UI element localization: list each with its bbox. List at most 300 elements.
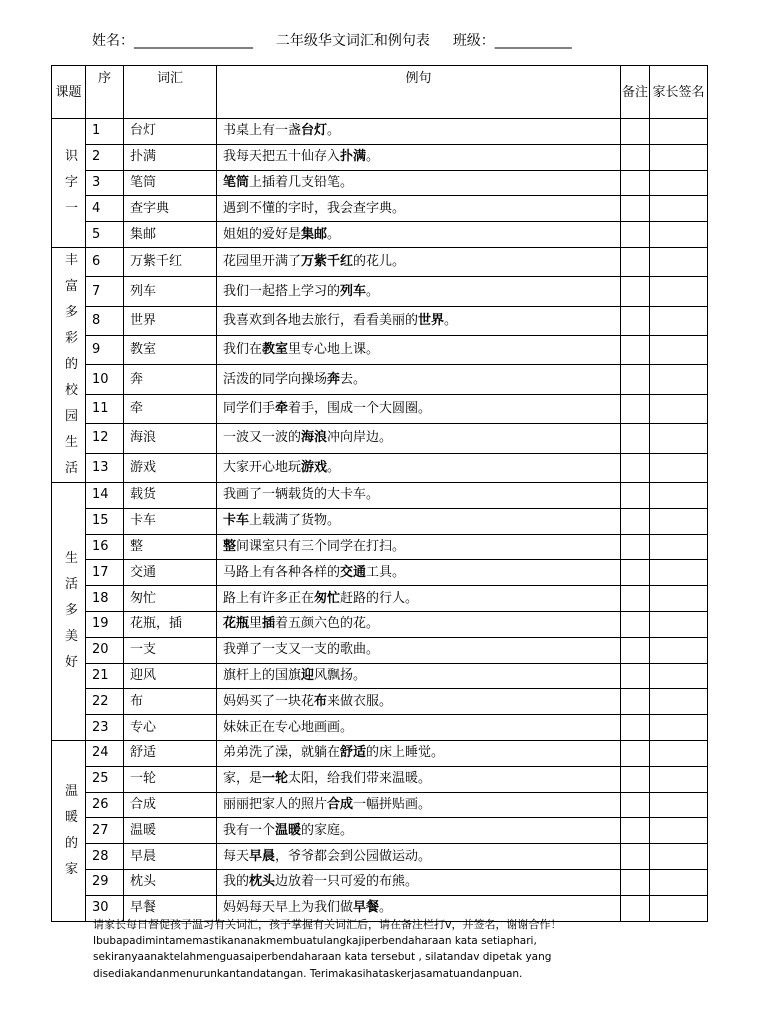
remark-checkbox-cell[interactable]: [621, 277, 650, 306]
parent-signature-cell[interactable]: [650, 196, 708, 222]
remark-checkbox-cell[interactable]: [621, 508, 650, 534]
sentence-highlight: 牵: [275, 401, 289, 417]
row-number: 6: [86, 247, 124, 276]
sentence-text: 弟弟洗了澡，就躺在: [223, 745, 341, 761]
example-sentence: [217, 508, 621, 534]
parent-signature-cell[interactable]: [650, 689, 708, 715]
table-row: [52, 119, 708, 145]
vocab-word: 牵: [124, 394, 217, 423]
lesson-title-cell: [52, 740, 86, 921]
row-number: 5: [86, 222, 124, 248]
vocab-word: 扑满: [124, 144, 217, 170]
sentence-text: 着五颜六色的花。: [275, 616, 380, 632]
vocab-word: 查字典: [124, 196, 217, 222]
document-header: [92, 30, 572, 50]
row-number: 8: [86, 306, 124, 335]
parent-signature-cell[interactable]: [650, 560, 708, 586]
vocab-word: 布: [124, 689, 217, 715]
remark-checkbox-cell[interactable]: [621, 306, 650, 335]
sentence-text: 风飘扬。: [314, 667, 367, 683]
table-row: [52, 482, 708, 508]
sentence-text: 着手，围成一个大圆圈。: [288, 401, 432, 417]
row-number: 30: [86, 895, 124, 921]
row-number: 22: [86, 689, 124, 715]
vocab-word: 枕头: [124, 869, 217, 895]
sentence-text: 妈妈买了一块花: [223, 693, 315, 709]
remark-checkbox-cell[interactable]: [621, 336, 650, 365]
remark-checkbox-cell[interactable]: [621, 394, 650, 423]
remark-checkbox-cell[interactable]: [621, 482, 650, 508]
remark-checkbox-cell[interactable]: [621, 586, 650, 612]
footer-chinese: 请家长每日督促孩子温习有关词汇，孩子掌握有关词汇后，请在备注栏打v，并签名，谢谢合作！: [93, 918, 562, 931]
remark-checkbox-cell[interactable]: [621, 792, 650, 818]
vocab-word: 游戏: [124, 453, 217, 482]
table-row: [52, 869, 708, 895]
example-sentence: [217, 336, 621, 365]
sentence-text: 丽丽把家人的照片: [223, 796, 328, 812]
example-sentence: [217, 637, 621, 663]
sentence-text: 同学们手: [223, 401, 276, 417]
lesson-title-char: 美: [64, 629, 78, 645]
table-row: [52, 689, 708, 715]
class-field-label: 班级：___________: [452, 33, 572, 49]
table-row: [52, 663, 708, 689]
sentence-text: 去。: [340, 371, 367, 387]
sentence-highlight: 集邮: [301, 226, 328, 242]
parent-signature-cell[interactable]: [650, 611, 708, 637]
parent-signature-cell[interactable]: [650, 844, 708, 870]
example-sentence: [217, 766, 621, 792]
parent-signature-cell[interactable]: [650, 482, 708, 508]
vocab-word: 舒适: [124, 740, 217, 766]
sentence-text: 。: [366, 149, 380, 165]
parent-signature-cell[interactable]: [650, 424, 708, 453]
table-row: [52, 792, 708, 818]
sentence-text: 工具。: [366, 564, 406, 580]
remark-checkbox-cell[interactable]: [621, 424, 650, 453]
sentence-highlight: 世界: [418, 312, 445, 328]
lesson-title-char: 暖: [64, 809, 78, 825]
parent-signature-cell[interactable]: [650, 365, 708, 394]
row-number: 17: [86, 560, 124, 586]
table-row: [52, 453, 708, 482]
sentence-text: 。: [379, 900, 393, 916]
sentence-highlight: 列车: [340, 283, 367, 299]
table-row: [52, 844, 708, 870]
example-sentence: [217, 144, 621, 170]
sentence-text: 里专心地上课。: [288, 342, 380, 358]
vocab-word: 一轮: [124, 766, 217, 792]
lesson-title-cell: [52, 247, 86, 482]
table-row: [52, 586, 708, 612]
sentence-text: 来做衣服。: [327, 693, 393, 709]
table-row: [52, 170, 708, 196]
remark-checkbox-cell[interactable]: [621, 818, 650, 844]
table-body: [52, 119, 708, 922]
parent-signature-cell[interactable]: [650, 715, 708, 741]
sentence-text: 书桌上有一盏: [223, 123, 302, 139]
sentence-text: 的花儿。: [353, 254, 406, 270]
sentence-highlight: 卡车: [223, 513, 250, 529]
sentence-text: 姐姐的爱好是: [223, 226, 302, 242]
table-row: [52, 766, 708, 792]
row-number: 1: [86, 119, 124, 145]
lesson-title-char: 温: [64, 783, 78, 799]
lesson-title-char: 丰: [64, 252, 78, 268]
lesson-title-char: 多: [64, 603, 78, 619]
sentence-text: 我们在: [223, 342, 263, 358]
remark-checkbox-cell[interactable]: [621, 663, 650, 689]
vocab-word: 花瓶，插: [124, 611, 217, 637]
sentence-text: 。: [366, 283, 380, 299]
parent-signature-cell[interactable]: [650, 586, 708, 612]
sentence-highlight: 扑满: [340, 149, 367, 165]
lesson-title-char: 彩: [64, 330, 78, 346]
header-sentence: 例句: [217, 66, 621, 119]
sentence-text: 太阳，给我们带来温暖。: [288, 771, 432, 787]
sentence-highlight: 迎: [301, 667, 315, 683]
row-number: 29: [86, 869, 124, 895]
sentence-text: 我们一起搭上学习的: [223, 283, 341, 299]
remark-checkbox-cell[interactable]: [621, 365, 650, 394]
row-number: 16: [86, 534, 124, 560]
sentence-text: 我喜欢到各地去旅行，看看美丽的: [223, 312, 419, 328]
example-sentence: [217, 689, 621, 715]
sentence-highlight: 一轮: [262, 771, 289, 787]
vocab-word: 专心: [124, 715, 217, 741]
parent-signature-cell[interactable]: [650, 394, 708, 423]
example-sentence: [217, 453, 621, 482]
sentence-text: 每天: [223, 848, 250, 864]
example-sentence: [217, 365, 621, 394]
vocab-word: 迎风: [124, 663, 217, 689]
lesson-title-char: 识: [64, 148, 78, 164]
vocab-word: 世界: [124, 306, 217, 335]
sentence-highlight: 万紫千红: [301, 254, 354, 270]
table-row: [52, 222, 708, 248]
parent-signature-cell[interactable]: [650, 247, 708, 276]
sentence-highlight: 布: [314, 693, 328, 709]
vocab-word: 台灯: [124, 119, 217, 145]
footer-malay: Ibubapadimintamemastikananakmembuatulangkajiperbendaharaan kata setiaphari, sekiranyaanaktelahmenguasaiperbendaharaan kata tersebut , silatandav dipetak yang disediakandanmenurunkantandatangan. Terimakasihataskerjasamatuandanpuan.: [93, 934, 552, 980]
parent-signature-cell[interactable]: [650, 144, 708, 170]
table-row: [52, 247, 708, 276]
sentence-highlight: 早晨: [249, 848, 276, 864]
table-row: [52, 534, 708, 560]
example-sentence: [217, 424, 621, 453]
vocab-word: 载货: [124, 482, 217, 508]
sentence-highlight: 花瓶: [223, 616, 250, 632]
example-sentence: [217, 277, 621, 306]
sentence-highlight: 教室: [262, 342, 289, 358]
example-sentence: [217, 560, 621, 586]
document-title: 二年级华文词汇和例句表: [275, 33, 430, 49]
remark-checkbox-cell[interactable]: [621, 170, 650, 196]
example-sentence: [217, 306, 621, 335]
table-row: [52, 365, 708, 394]
sentence-highlight: 合成: [327, 796, 354, 812]
vocab-word: 海浪: [124, 424, 217, 453]
name-field-label: 姓名：_________________: [92, 33, 253, 49]
remark-checkbox-cell[interactable]: [621, 534, 650, 560]
example-sentence: [217, 196, 621, 222]
vocab-word: 早晨: [124, 844, 217, 870]
sentence-text: 一幅拼贴画。: [353, 796, 432, 812]
lesson-title-cell: [52, 482, 86, 740]
sentence-highlight: 奔: [327, 371, 341, 387]
parent-signature-cell[interactable]: [650, 453, 708, 482]
lesson-title-char: 一: [64, 200, 78, 216]
vocab-word: 合成: [124, 792, 217, 818]
sentence-text: 遇到不懂的字时，我会查字典。: [223, 200, 406, 216]
example-sentence: [217, 869, 621, 895]
table-row: [52, 560, 708, 586]
parent-signature-cell[interactable]: [650, 170, 708, 196]
parent-signature-cell[interactable]: [650, 869, 708, 895]
parent-signature-cell[interactable]: [650, 637, 708, 663]
example-sentence: [217, 534, 621, 560]
row-number: 7: [86, 277, 124, 306]
table-row: [52, 611, 708, 637]
lesson-title-char: 家: [64, 861, 78, 877]
example-sentence: [217, 715, 621, 741]
table-row: [52, 508, 708, 534]
vocab-word: 集邮: [124, 222, 217, 248]
sentence-text: 间课室只有三个同学在打扫。: [236, 538, 406, 554]
parent-signature-cell[interactable]: [650, 663, 708, 689]
header-number: 序: [86, 66, 124, 119]
sentence-text: 马路上有各种各样的: [223, 564, 341, 580]
sentence-text: 边放着一只可爱的布熊。: [275, 874, 419, 890]
sentence-highlight: 插: [262, 616, 276, 632]
table-row: [52, 740, 708, 766]
sentence-highlight: 海浪: [301, 430, 328, 446]
sentence-text: 的家庭。: [301, 822, 354, 838]
example-sentence: [217, 586, 621, 612]
sentence-text: 旗杆上的国旗: [223, 667, 302, 683]
remark-checkbox-cell[interactable]: [621, 196, 650, 222]
sentence-text: 。: [444, 312, 458, 328]
parent-signature-cell[interactable]: [650, 336, 708, 365]
vocab-word: 万紫千红: [124, 247, 217, 276]
lesson-title: [58, 546, 85, 676]
table-row: [52, 394, 708, 423]
sentence-highlight: 游戏: [301, 459, 328, 475]
lesson-title-char: 生: [64, 434, 78, 450]
header-lesson: 课题: [52, 66, 86, 119]
row-number: 20: [86, 637, 124, 663]
sentence-text: 我有一个: [223, 822, 276, 838]
parent-signature-cell[interactable]: [650, 119, 708, 145]
lesson-title-char: 富: [64, 278, 78, 294]
remark-checkbox-cell[interactable]: [621, 119, 650, 145]
table-row: [52, 336, 708, 365]
remark-checkbox-cell[interactable]: [621, 844, 650, 870]
example-sentence: [217, 170, 621, 196]
example-sentence: [217, 792, 621, 818]
vocab-word: 笔筒: [124, 170, 217, 196]
parent-signature-cell[interactable]: [650, 277, 708, 306]
example-sentence: [217, 482, 621, 508]
lesson-title-char: 活: [64, 460, 78, 476]
vocab-word: 早餐: [124, 895, 217, 921]
row-number: 25: [86, 766, 124, 792]
lesson-title-char: 园: [64, 408, 78, 424]
sentence-text: 我每天把五十仙存入: [223, 149, 341, 165]
vocabulary-table: [51, 65, 708, 922]
example-sentence: [217, 818, 621, 844]
sentence-text: 一波又一波的: [223, 430, 302, 446]
parent-signature-cell[interactable]: [650, 534, 708, 560]
table-row: [52, 196, 708, 222]
vocab-word: 一支: [124, 637, 217, 663]
row-number: 15: [86, 508, 124, 534]
row-number: 23: [86, 715, 124, 741]
sentence-highlight: 枕头: [249, 874, 276, 890]
remark-checkbox-cell[interactable]: [621, 222, 650, 248]
sentence-highlight: 温暖: [275, 822, 302, 838]
example-sentence: [217, 119, 621, 145]
remark-checkbox-cell[interactable]: [621, 611, 650, 637]
example-sentence: [217, 394, 621, 423]
table-row: [52, 306, 708, 335]
row-number: 14: [86, 482, 124, 508]
row-number: 11: [86, 394, 124, 423]
lesson-title-char: 多: [64, 304, 78, 320]
sentence-text: 里: [249, 616, 263, 632]
vocab-word: 交通: [124, 560, 217, 586]
sentence-text: 妈妈每天早上为我们做: [223, 900, 354, 916]
lesson-title-char: 活: [64, 577, 78, 593]
row-number: 13: [86, 453, 124, 482]
table-row: [52, 277, 708, 306]
lesson-title-cell: [52, 119, 86, 248]
lesson-title: [58, 779, 85, 883]
sentence-text: 路上有许多正在: [223, 590, 315, 606]
sentence-text: 。: [327, 459, 341, 475]
example-sentence: [217, 611, 621, 637]
sentence-text: 活泼的同学向操场: [223, 371, 328, 387]
sentence-text: 。: [327, 123, 341, 139]
sentence-text: 上载满了货物。: [249, 513, 341, 529]
sentence-text: 大家开心地玩: [223, 459, 302, 475]
row-number: 26: [86, 792, 124, 818]
remark-checkbox-cell[interactable]: [621, 453, 650, 482]
sentence-text: 赶路的行人。: [340, 590, 419, 606]
sentence-highlight: 台灯: [301, 123, 328, 139]
vocab-word: 奔: [124, 365, 217, 394]
footer-note: [93, 917, 705, 982]
header-word: 词汇: [124, 66, 217, 119]
sentence-text: 冲向岸边。: [327, 430, 393, 446]
lesson-title: [58, 248, 85, 482]
remark-checkbox-cell[interactable]: [621, 689, 650, 715]
lesson-title-char: 的: [64, 356, 78, 372]
row-number: 19: [86, 611, 124, 637]
remark-checkbox-cell[interactable]: [621, 560, 650, 586]
lesson-title-char: 好: [64, 655, 78, 671]
header-remark: 备注: [621, 66, 650, 119]
row-number: 10: [86, 365, 124, 394]
row-number: 4: [86, 196, 124, 222]
lesson-title-char: 生: [64, 551, 78, 567]
example-sentence: [217, 740, 621, 766]
table-row: [52, 818, 708, 844]
remark-checkbox-cell[interactable]: [621, 247, 650, 276]
row-number: 2: [86, 144, 124, 170]
table-row: [52, 637, 708, 663]
vocab-word: 卡车: [124, 508, 217, 534]
sentence-highlight: 整: [223, 538, 237, 554]
vocab-word: 列车: [124, 277, 217, 306]
parent-signature-cell[interactable]: [650, 222, 708, 248]
sentence-text: ，爷爷都会到公园做运动。: [275, 848, 432, 864]
lesson-title-char: 校: [64, 382, 78, 398]
row-number: 28: [86, 844, 124, 870]
example-sentence: [217, 222, 621, 248]
remark-checkbox-cell[interactable]: [621, 637, 650, 663]
row-number: 9: [86, 336, 124, 365]
sentence-text: 我画了一辆载货的大卡车。: [223, 487, 380, 503]
header-signature: 家长签名: [650, 66, 708, 119]
remark-checkbox-cell[interactable]: [621, 766, 650, 792]
table-row: [52, 424, 708, 453]
sentence-text: 上插着几支铅笔。: [249, 174, 354, 190]
example-sentence: [217, 844, 621, 870]
sentence-highlight: 笔筒: [223, 174, 250, 190]
row-number: 21: [86, 663, 124, 689]
sentence-text: 妹妹正在专心地画画。: [223, 719, 354, 735]
sentence-text: 家，是: [223, 771, 263, 787]
vocab-word: 匆忙: [124, 586, 217, 612]
sentence-highlight: 匆忙: [314, 590, 341, 606]
example-sentence: [217, 247, 621, 276]
example-sentence: [217, 663, 621, 689]
parent-signature-cell[interactable]: [650, 508, 708, 534]
row-number: 12: [86, 424, 124, 453]
lesson-title: [58, 144, 85, 222]
table-row: [52, 144, 708, 170]
remark-checkbox-cell[interactable]: [621, 144, 650, 170]
sentence-highlight: 早餐: [353, 900, 380, 916]
remark-checkbox-cell[interactable]: [621, 715, 650, 741]
remark-checkbox-cell[interactable]: [621, 869, 650, 895]
vocab-word: 温暖: [124, 818, 217, 844]
parent-signature-cell[interactable]: [650, 740, 708, 766]
vocab-word: 教室: [124, 336, 217, 365]
lesson-title-char: 的: [64, 835, 78, 851]
parent-signature-cell[interactable]: [650, 306, 708, 335]
row-number: 24: [86, 740, 124, 766]
parent-signature-cell[interactable]: [650, 792, 708, 818]
remark-checkbox-cell[interactable]: [621, 740, 650, 766]
row-number: 3: [86, 170, 124, 196]
sentence-text: 我弹了一支又一支的歌曲。: [223, 642, 380, 658]
parent-signature-cell[interactable]: [650, 766, 708, 792]
parent-signature-cell[interactable]: [650, 818, 708, 844]
table-header-row: [52, 66, 708, 119]
sentence-highlight: 舒适: [340, 745, 367, 761]
sentence-text: 我的: [223, 874, 250, 890]
sentence-text: 。: [327, 226, 341, 242]
sentence-text: 的床上睡觉。: [366, 745, 445, 761]
sentence-highlight: 交通: [340, 564, 367, 580]
table-row: [52, 715, 708, 741]
row-number: 27: [86, 818, 124, 844]
vocab-word: 整: [124, 534, 217, 560]
sentence-text: 花园里开满了: [223, 254, 302, 270]
row-number: 18: [86, 586, 124, 612]
